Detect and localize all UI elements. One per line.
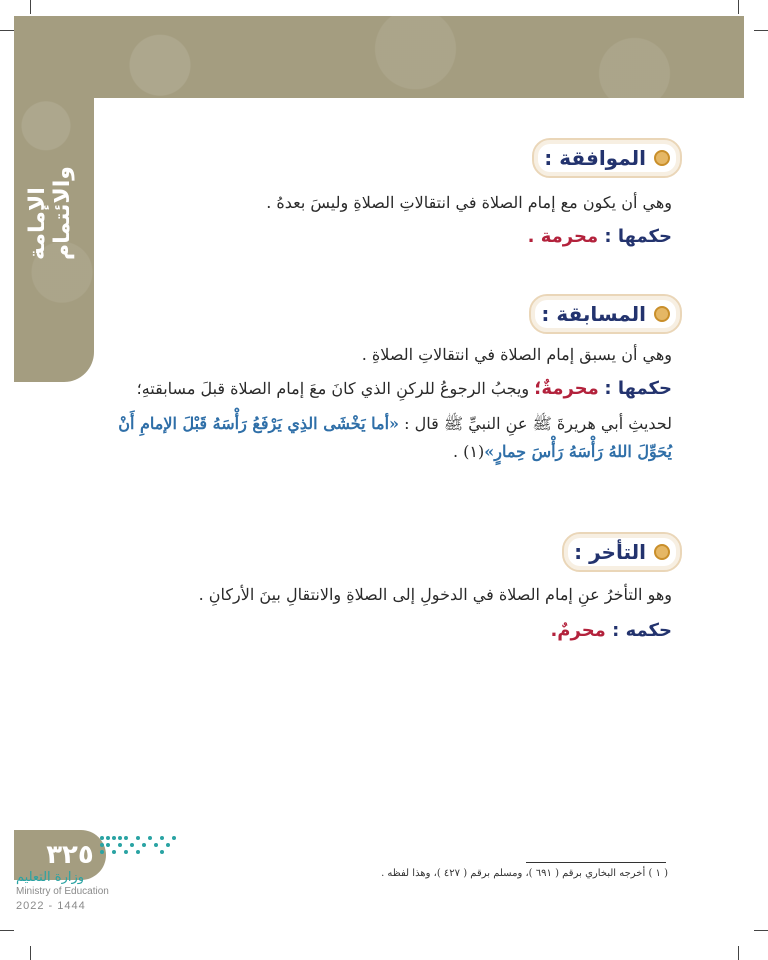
section-heading-label: المسابقة : [541, 302, 646, 326]
section-body: وهو التأخرُ عنِ إمام الصلاة في الدخولِ إلى الصلاةِ والانتقالِ بينَ الأركانِ . [198, 585, 672, 604]
crop-mark [0, 30, 14, 31]
top-banner [14, 16, 744, 98]
ruling-line [550, 620, 672, 642]
section-heading-taakhur [562, 532, 682, 572]
section-heading-label: الموافقة : [544, 146, 646, 170]
ruling-line [528, 226, 672, 248]
ruling-line [137, 378, 672, 400]
page-number: ٣٢٥ [46, 840, 94, 870]
bullet-icon [654, 544, 670, 560]
ministry-name-arabic: وزارة التعليم [16, 870, 85, 885]
hadith-intro: لحديثِ أبي هريرةَ ﷺ عنِ النبيِّ ﷺ قال : [404, 414, 672, 433]
ruling-key: حكمها : [604, 226, 672, 247]
crop-mark [754, 30, 768, 31]
section-body: وهي أن يكون مع إمام الصلاة في انتقالاتِ الصلاةِ وليسَ بعدهُ . [266, 193, 672, 212]
crop-mark [30, 0, 31, 14]
section-body: وهي أن يسبق إمام الصلاة في انتقالاتِ الصلاةِ . [361, 345, 672, 364]
section-heading-label: التأخر : [574, 540, 646, 564]
hadith-text: «أما يَخْشَى الذِي يَرْفَعُ رَأْسَهُ قَبْلَ الإمامِ أَنْ يُحَوِّلَ اللهُ رَأْسَهُ رَأْسَ حِمارٍ» [118, 414, 672, 461]
section-heading-musabaqa [529, 294, 682, 334]
footnote-divider [526, 862, 666, 863]
bullet-icon [654, 150, 670, 166]
crop-mark [30, 946, 31, 960]
crop-mark [0, 930, 14, 931]
hadith-paragraph [92, 410, 672, 466]
footnote: ( ١ ) أخرجه البخاري برقم ( ٦٩١ )، ومسلم برقم ( ٤٢٧ )، وهذا لفظه . [381, 868, 668, 879]
ruling-key: حكمها : [604, 378, 672, 399]
ruling-key: حكمه : [612, 620, 672, 641]
ministry-logo-icon [96, 832, 180, 862]
chapter-title: الإمامة والائتمام [25, 166, 75, 260]
crop-mark [738, 946, 739, 960]
ruling-value: محرمٌ. [550, 620, 606, 641]
crop-mark [738, 0, 739, 14]
bullet-icon [654, 306, 670, 322]
crop-mark [754, 930, 768, 931]
ruling-value: محرمة . [527, 226, 599, 247]
ruling-value: محرمةٌ؛ [534, 378, 599, 399]
year-label: 2022 - 1444 [16, 900, 86, 912]
ministry-name-english: Ministry of Education [16, 886, 109, 897]
footnote-ref: (١) . [452, 442, 485, 461]
section-heading-muwafaqa [532, 138, 682, 178]
ruling-explanation: ويجبُ الرجوعُ للركنِ الذي كانَ معَ إمام الصلاة قبلَ مسابقتهِ؛ [136, 379, 530, 398]
